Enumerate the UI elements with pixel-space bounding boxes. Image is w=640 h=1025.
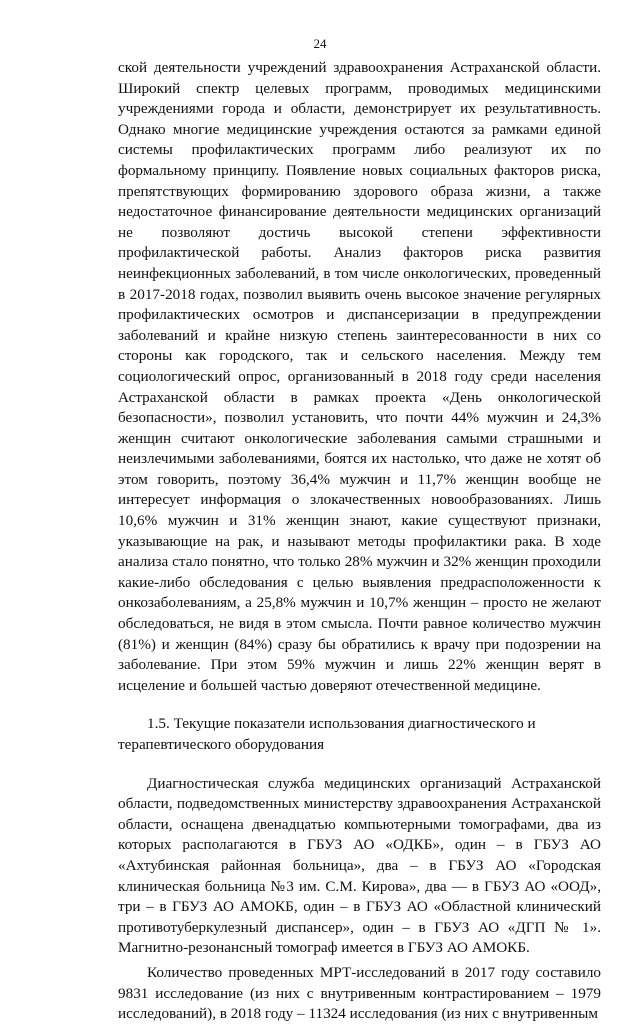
paragraph-diagnostic-service: Диагностическая служба медицинских организаций Астраханской области, подведомственных министерству здравоохранения Астраханской области, оснащена двенадцатью компьютерными томографами, два из которых располагаются в ГБУЗ АО «ОДКБ», один – в ГБУЗ АО «Ахтубинская районная больница», два – в ГБУЗ АО «Городская клиническая больница №3 им. С.М. Кирова», два — в ГБУЗ АО «ООД», три – в ГБУЗ АО АМОКБ, один – в ГБУЗ АО «Областной клинический противотуберкулезный диспансер», один – в ГБУЗ АО «ДГП № 1». Магнитно-резонансный томограф имеется в ГБУЗ АО АМОКБ. bbox=[118, 774, 601, 957]
section-heading-1-5: 1.5. Текущие показатели использования диагностического и терапевтического оборудования bbox=[118, 715, 536, 753]
paragraph-mri-count: Количество проведенных МРТ-исследований в 2017 году составило 9831 исследование (из них с внутривенным контрастированием – 1979 исследований), в 2018 году – 11324 исследования (из них с внутривенным bbox=[118, 963, 601, 1023]
paragraph-prevention-analysis: ской деятельности учреждений здравоохранения Астраханской области. Широкий спектр целевых программ, проводимых медицинскими учреждениями города и области, демонстрирует их результативность. Однако многие медицинские учреждения остаются за рамками единой системы профилактических программ либо реализуют их по формальному принципу. Появление новых социальных факторов риска, препятствующих формированию здорового образа жизни, а также недостаточное финансирование деятельности медицинских организаций не позволяют достичь высокой степени эффективности профилактической работы. Анализ факторов риска развития неинфекционных заболеваний, в том числе онкологических, проведенный в 2017-2018 годах, позволил выявить очень высокое значение регулярных профилактических осмотров и диспансеризации в предупреждении заболеваний и крайне низкую степень заинтересованности в них со стороны как городского, так и сельского населения. Между тем социологический опрос, организованный в 2018 году среди населения Астраханской области в рамках проекта «День онкологической безопасности», позволил установить, что почти 44% мужчин и 24,3% женщин считают онкологические заболевания самыми страшными и неизлечимыми заболеваниями, боятся их настолько, что даже не хотят об этом говорить, поэтому 36,4% мужчин и 11,7% женщин вообще не интересует информация о злокачественных новообразованиях. Лишь 10,6% мужчин и 31% женщин знают, какие существуют признаки, указывающие на рак, и называют методы профилактики рака. В ходе анализа стало понятно, что только 28% мужчин и 32% женщин проходили какие-либо обследования с целью выявления предрасположенности к онкозаболеваниям, а 25,8% мужчин и 10,7% женщин – просто не желают обследоваться, не видя в этом смысла. Почти равное количество мужчин (81%) и женщин (84%) сразу бы обратились к врачу при подозрении на заболевание. При этом 59% мужчин и лишь 22% женщин верят в исцеление и большей частью доверяют отечественной медицине. bbox=[118, 59, 601, 694]
page-number: 24 bbox=[313, 36, 327, 51]
page-body bbox=[118, 58, 601, 1025]
